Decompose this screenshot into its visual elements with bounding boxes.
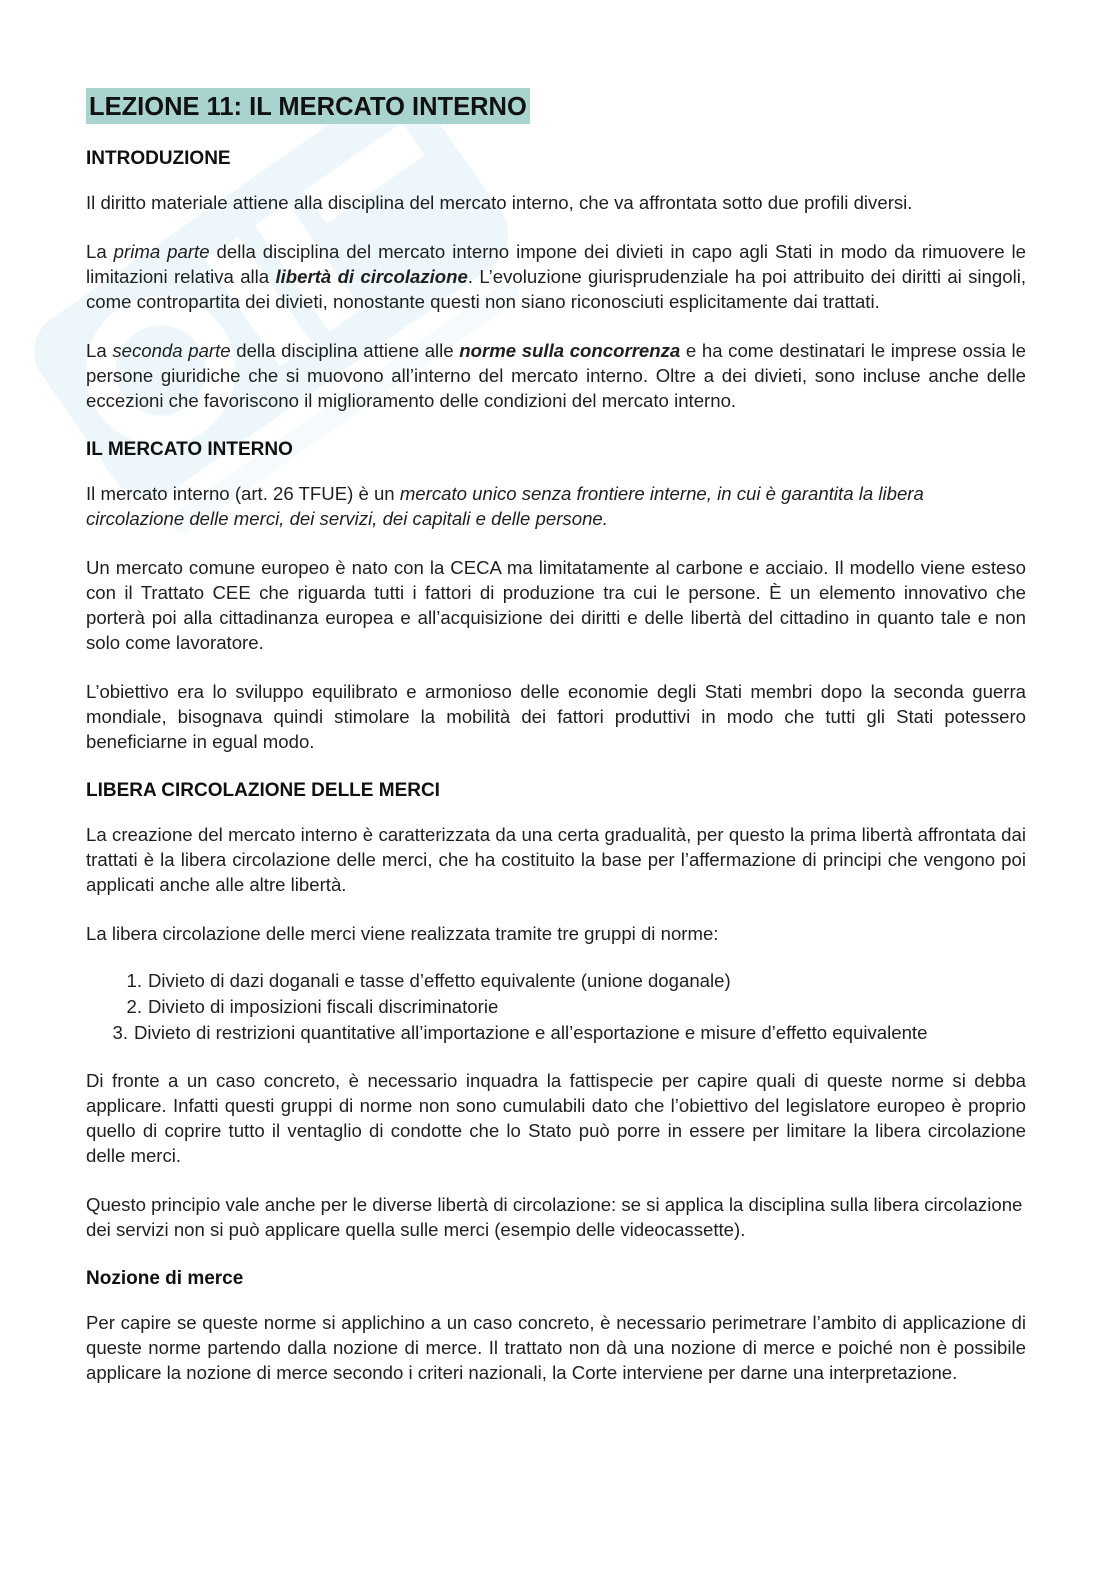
merci-paragraph-2: La libera circolazione delle merci viene realizzata tramite tre gruppi di norme: [86,923,719,944]
document-page [86,88,1026,1409]
heading-introduzione: INTRODUZIONE [86,148,231,169]
nozione-paragraph-1: Per capire se queste norme si applichino a un caso concreto, è necessario perimetrare l’ambito di applicazione di queste norme partendo dalla nozione di merce. Il trattato non dà una nozione di merce e poiché non è possibile applicare la nozione di merce secondo i criteri nazionali, la Corte interviene per darne una interpretazione. [86,1312,1026,1383]
list-item: 2. Divieto di imposizioni fiscali discriminatorie [126,996,499,1017]
intro-paragraph-2: La prima parte della disciplina del mercato interno impone dei divieti in capo agli Stati in modo da rimuovere le limitazioni relativa alla libertà di circolazione. L’evoluzione giurisprudenziale ha poi attribuito dei diritti ai singoli, come contropartita dei divieti, nonostante questi non siano riconosciuti esplicitamente dai trattati. [86,241,1026,312]
intro-paragraph-3: La seconda parte della disciplina attiene alle norme sulla concorrenza e ha come destinatari le imprese ossia le persone giuridiche che si muovono all’interno del mercato interno. Oltre a dei divieti, sono incluse anche delle eccezioni che favoriscono il miglioramento delle condizioni del mercato interno. [86,340,1027,411]
norme-list [86,968,1026,1046]
intro-paragraph-1: Il diritto materiale attiene alla disciplina del mercato interno, che va affrontata sotto due profili diversi. [86,192,913,213]
merci-paragraph-4: Questo principio vale anche per le diverse libertà di circolazione: se si applica la disciplina sulla libera circolazione dei servizi non si può applicare quella sulle merci (esempio delle videocassette). [86,1194,1023,1240]
mercato-paragraph-2: Un mercato comune europeo è nato con la CECA ma limitatamente al carbone e acciaio. Il modello viene esteso con il Trattato CEE che riguarda tutti i fattori di produzione tra cui le persone. È un elemento innovativo che porterà poi alla cittadinanza europea e all’acquisizione dei diritti e delle libertà del cittadino in quanto tale e non solo come lavoratore. [86,557,1026,653]
merci-paragraph-1: La creazione del mercato interno è caratterizzata da una certa gradualità, per questo la prima libertà affrontata dai trattati è la libera circolazione delle merci, che ha costituito la base per l’affermazione di principi che vengono poi applicati anche alle altre libertà. [86,824,1026,895]
mercato-paragraph-1: Il mercato interno (art. 26 TFUE) è un mercato unico senza frontiere interne, in cui è garantita la libera circolazione delle merci, dei servizi, dei capitali e delle persone. [86,483,924,529]
list-item: 1. Divieto di dazi doganali e tasse d’effetto equivalente (unione doganale) [126,970,731,991]
list-item: 3. Divieto di restrizioni quantitative all’importazione e all’esportazione e misure d’effetto equivalente [112,1022,928,1043]
heading-nozione-di-merce: Nozione di merce [86,1268,244,1289]
heading-libera-circolazione-merci: LIBERA CIRCOLAZIONE DELLE MERCI [86,780,440,801]
merci-paragraph-3: Di fronte a un caso concreto, è necessario inquadra la fattispecie per capire quali di queste norme si debba applicare. Infatti questi gruppi di norme non sono cumulabili dato che l’obiettivo del legislatore europeo è proprio quello di coprire tutto il ventaglio di condotte che lo Stato può porre in essere per limitare la libera circolazione delle merci. [86,1070,1026,1166]
heading-mercato-interno: IL MERCATO INTERNO [86,439,293,460]
mercato-paragraph-3: L’obiettivo era lo sviluppo equilibrato e armonioso delle economie degli Stati membri dopo la seconda guerra mondiale, bisognava quindi stimolare la mobilità dei fattori produttivi in modo che tutti gli Stati potessero beneficiarne in egual modo. [86,681,1026,752]
page-title: LEZIONE 11: IL MERCATO INTERNO [86,88,530,124]
